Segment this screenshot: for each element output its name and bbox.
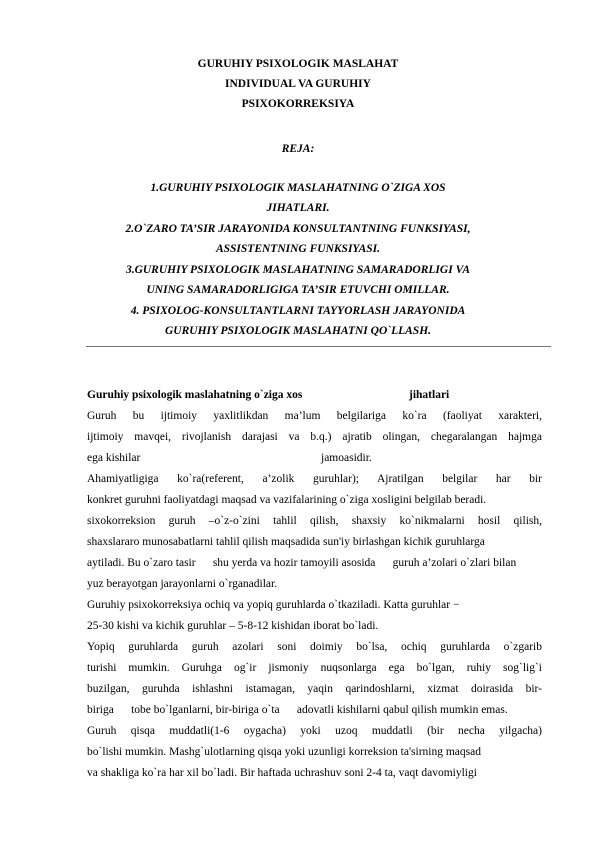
horizontal-divider xyxy=(86,346,551,347)
body-line-3-end: jamoasidir. xyxy=(321,452,372,464)
document-title-line-3: PSIXOKORREKSIYA xyxy=(241,98,355,110)
body-line-11: 25-30 kishi va kichik guruhlar – 5-8-12 kishidan iborat bo`ladi. xyxy=(87,620,379,632)
plan-item-4-cont: GURUHIY PSIXOLOGIK MASLAHATNI QO`LLASH. xyxy=(164,325,432,337)
body-line-7: shaxslararo munosabatlarni tahlil qilish maqsadida sun'iy birlashgan kichik guruhlarga xyxy=(87,536,485,548)
section-heading-part-1: Guruhiy psixologik maslahatning o`ziga xos xyxy=(87,389,303,401)
body-line-17: bo`lishi mumkin. Mashg`ulotlarning qisqa yoki uzunligi korreksion ta'sirning maqsad xyxy=(87,746,481,758)
section-heading-part-2: jihatlari xyxy=(409,389,450,401)
body-line-10: Guruhiy psixokorreksiya ochiq va yopiq guruhlarda o`tkaziladi. Katta guruhlar − xyxy=(87,599,460,611)
document-title-line-1: GURUHIY PSIXOLOGIK MASLAHAT xyxy=(197,58,399,70)
section-heading xyxy=(87,389,547,401)
plan-item-4: 4. PSIXOLOG-KONSULTANTLARNI TAYYORLASH JARAYONIDA xyxy=(130,305,466,317)
plan-item-1: 1.GURUHIY PSIXOLOGIK MASLAHATNING O`ZIGA XOS xyxy=(150,182,446,194)
body-line-1: Guruh bu ijtimoiy yaxlitlikdan ma’lum belgilariga ko`ra (faoliyat xarakteri, xyxy=(87,410,542,422)
body-line-8: aytiladi. Bu o`zaro tasir shu yerda va hozir tamoyili asosida guruh a’zolari o`zlari bilan xyxy=(87,557,517,569)
plan-item-2-cont: ASSISTENTNING FUNKSIYASI. xyxy=(215,243,381,255)
body-line-4: Ahamiyatligiga ko`ra(referent, a’zolik guruhlar); Ajratilgan belgilar har bir xyxy=(87,473,542,485)
body-line-14: buzilgan, guruhda ishlashni istamagan, yaqin qarindoshlarni, xizmat doirasida bir- xyxy=(87,683,542,695)
body-line-18: va shakliga ko`ra har xil bo`ladi. Bir haftada uchrashuv soni 2-4 ta, vaqt davomiyligi xyxy=(87,767,477,779)
body-line-3 xyxy=(87,452,542,464)
body-line-15: biriga tobe bo`lganlarni, bir-biriga o`ta adovatli kishilarni qabul qilish mumkin emas. xyxy=(87,704,508,716)
plan-item-1-cont: JIHATLARI. xyxy=(266,202,330,214)
body-line-6: sixokorreksion guruh –o`z-o`zini tahlil qilish, shaxsiy ko`nikmalarni hosil qilish, xyxy=(87,515,542,527)
body-line-16: Guruh qisqa muddatli(1-6 oygacha) yoki uzoq muddatli (bir necha yilgacha) xyxy=(87,725,542,737)
plan-heading: REJA: xyxy=(281,143,315,155)
plan-item-2: 2.O`ZARO TA’SIR JARAYONIDA KONSULTANTNING FUNKSIYASI, xyxy=(125,223,471,235)
body-line-2: ijtimoiy mavqei, rivojlanish darajasi va b.q.) ajratib olingan, chegaralangan hajmga xyxy=(87,431,542,443)
body-line-3-start: ega kishilar xyxy=(87,452,141,464)
plan-item-3-cont: UNING SAMARADORLIGIGA TA’SIR ETUVCHI OMILLAR. xyxy=(146,284,450,296)
body-line-9: yuz berayotgan jarayonlarni o`rganadilar. xyxy=(87,578,278,590)
plan-item-3: 3.GURUHIY PSIXOLOGIK MASLAHATNING SAMARADORLIGI VA xyxy=(125,264,471,276)
body-line-12: Yopiq guruhlarda guruh azolari soni doimiy bo`lsa, ochiq guruhlarda o`zgarib xyxy=(87,641,542,653)
document-title-line-2: INDIVIDUAL VA GURUHIY xyxy=(225,78,371,90)
body-line-13: turishi mumkin. Guruhga og`ir jismoniy nuqsonlarga ega bo`lgan, ruhiy sog`lig`i xyxy=(87,662,542,674)
body-line-5: konkret guruhni faoliyatdagi maqsad va vazifalarining o`ziga xosligini belgilab beradi. xyxy=(87,494,487,506)
